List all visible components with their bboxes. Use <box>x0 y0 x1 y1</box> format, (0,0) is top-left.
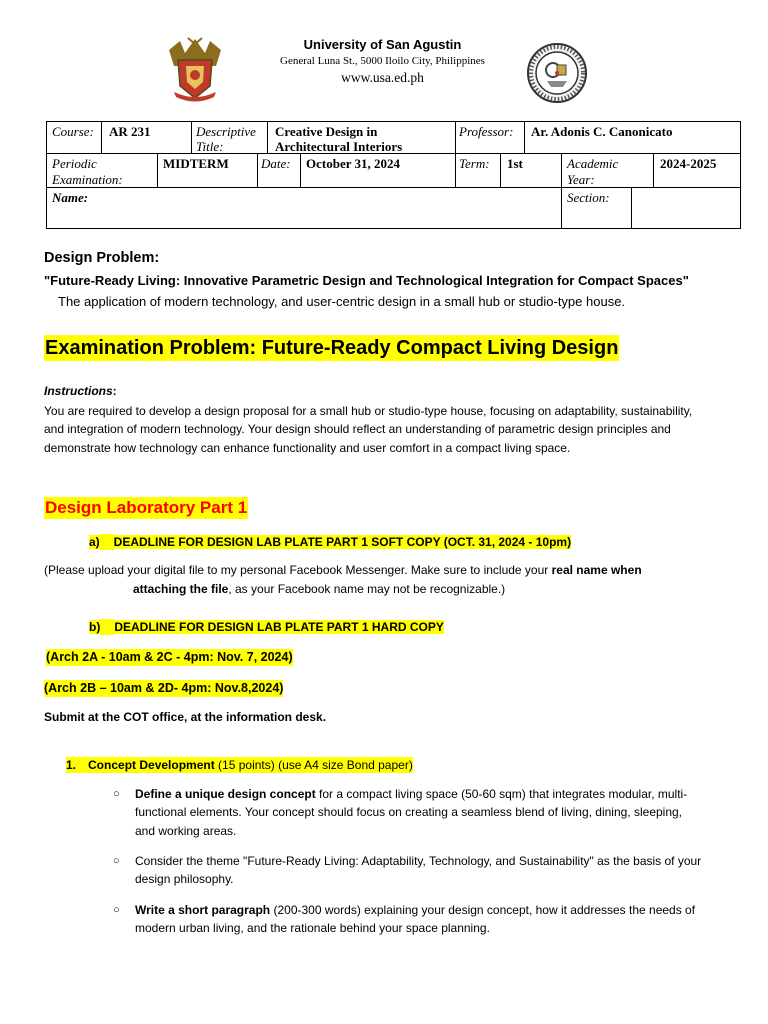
course-info-table <box>46 121 741 229</box>
concept-bullet-3 <box>135 901 705 938</box>
upload-note-line1 <box>44 563 642 577</box>
concept-title: Concept Development <box>88 758 215 772</box>
arch-schedule-2: (Arch 2B – 10am & 2D- 4pm: Nov.8,2024) <box>44 681 284 695</box>
academic-year-label-line1: Academic <box>567 156 619 171</box>
concept-bullet-2-text: Consider the theme "Future-Ready Living: Adaptability, Technology, and Sustainability" as the basis of your design philosophy. <box>135 854 702 887</box>
design-lab-part1-title: Design Laboratory Part 1 <box>45 498 248 517</box>
professor-label: Professor: <box>459 124 514 139</box>
concept-bullet-3-text: (200-300 words) explaining your design concept, how it addresses the needs of modern urban living, and the rationale behind your space planning. <box>135 903 696 936</box>
upload-note-line2 <box>133 582 505 596</box>
instructions-label <box>44 384 117 398</box>
date-label: Date: <box>261 156 291 171</box>
deadline-hard-copy-item <box>89 619 444 635</box>
descriptive-title-label-line1: Descriptive <box>196 124 256 139</box>
concept-bullet-3-bold: Write a short paragraph <box>135 903 271 917</box>
deadline-soft-copy-item <box>89 534 571 550</box>
periodic-exam-value: MIDTERM <box>163 156 229 171</box>
concept-bullet-1 <box>135 785 705 840</box>
periodic-exam-label-line1: Periodic <box>52 156 97 171</box>
concept-bullet-2 <box>135 852 705 889</box>
university-address: General Luna St., 5000 Iloilo City, Philippines <box>280 55 485 67</box>
academic-year-value: 2024-2025 <box>660 156 717 171</box>
name-label: Name: <box>52 190 89 205</box>
circle-bullet-icon: ○ <box>113 904 120 916</box>
circle-bullet-icon: ○ <box>113 788 120 800</box>
design-problem-heading: Design Problem: <box>44 250 160 266</box>
design-problem-subtitle: The application of modern technology, and user-centric design in a small hub or studio-type house. <box>58 294 626 309</box>
course-value: AR 231 <box>109 124 151 139</box>
circle-bullet-icon: ○ <box>113 855 120 867</box>
periodic-exam-label-line2: Examination: <box>52 172 123 187</box>
item-b-marker: b) <box>89 620 101 634</box>
upload-note-bold1: real name when <box>551 563 642 577</box>
concept-number: 1. <box>66 758 77 772</box>
instructions-text: You are required to develop a design proposal for a small hub or studio-type house, focusing on adaptability, sustainability, and integration of modern technology. Your design should reflect an understanding of parametric design principles and demonstrate how technology can enhance functionality and user comfort in a compact living space. <box>44 404 693 455</box>
deadline-soft-copy-text: DEADLINE FOR DESIGN LAB PLATE PART 1 SOFT COPY (OCT. 31, 2024 - 10pm) <box>113 535 572 549</box>
term-label: Term: <box>459 156 490 171</box>
upload-note-bold2: attaching the file <box>133 582 229 596</box>
submit-instruction: Submit at the COT office, at the information desk. <box>44 710 327 724</box>
concept-development-item <box>66 757 413 773</box>
professor-value: Ar. Adonis C. Canonicato <box>531 124 673 139</box>
term-value: 1st <box>507 156 523 171</box>
course-label: Course: <box>52 124 94 139</box>
examination-problem-title: Examination Problem: Future-Ready Compact Living Design <box>45 337 619 359</box>
descriptive-title-label-line2: Title: <box>196 139 224 154</box>
university-crest-logo <box>166 36 224 102</box>
academic-year-label-line2: Year: <box>567 172 595 187</box>
date-value: October 31, 2024 <box>306 156 400 171</box>
arch-schedule-1: (Arch 2A - 10am & 2C - 4pm: Nov. 7, 2024) <box>46 650 293 664</box>
concept-bullet-1-bold: Define a unique design concept <box>135 787 316 801</box>
descriptive-title-value-line1: Creative Design in <box>275 124 378 139</box>
descriptive-title-value-line2: Architectural Interiors <box>275 139 403 154</box>
instructions-label-colon: : <box>112 384 117 398</box>
deadline-hard-copy-text: DEADLINE FOR DESIGN LAB PLATE PART 1 HARD COPY <box>114 620 444 634</box>
section-label: Section: <box>567 190 610 205</box>
university-name: University of San Agustin <box>303 37 462 52</box>
instructions-label-text: Instructions <box>44 384 113 398</box>
upload-note-post: , as your Facebook name may not be recognizable.) <box>228 582 506 596</box>
concept-bullet-1-text: for a compact living space (50-60 sqm) that integrates modular, multi-functional elements. Your concept should focus on creating a seamless blend of living, dining, sleeping, and working areas. <box>135 787 688 838</box>
college-of-technology-seal-logo <box>527 43 587 103</box>
university-website: www.usa.ed.ph <box>341 70 424 85</box>
design-problem-title: "Future-Ready Living: Innovative Parametric Design and Technological Integration for Compact Spaces" <box>44 273 689 288</box>
upload-note-pre: (Please upload your digital file to my personal Facebook Messenger. Make sure to include your <box>44 563 552 577</box>
item-a-marker: a) <box>89 535 100 549</box>
concept-rest: (15 points) (use A4 size Bond paper) <box>214 758 413 772</box>
